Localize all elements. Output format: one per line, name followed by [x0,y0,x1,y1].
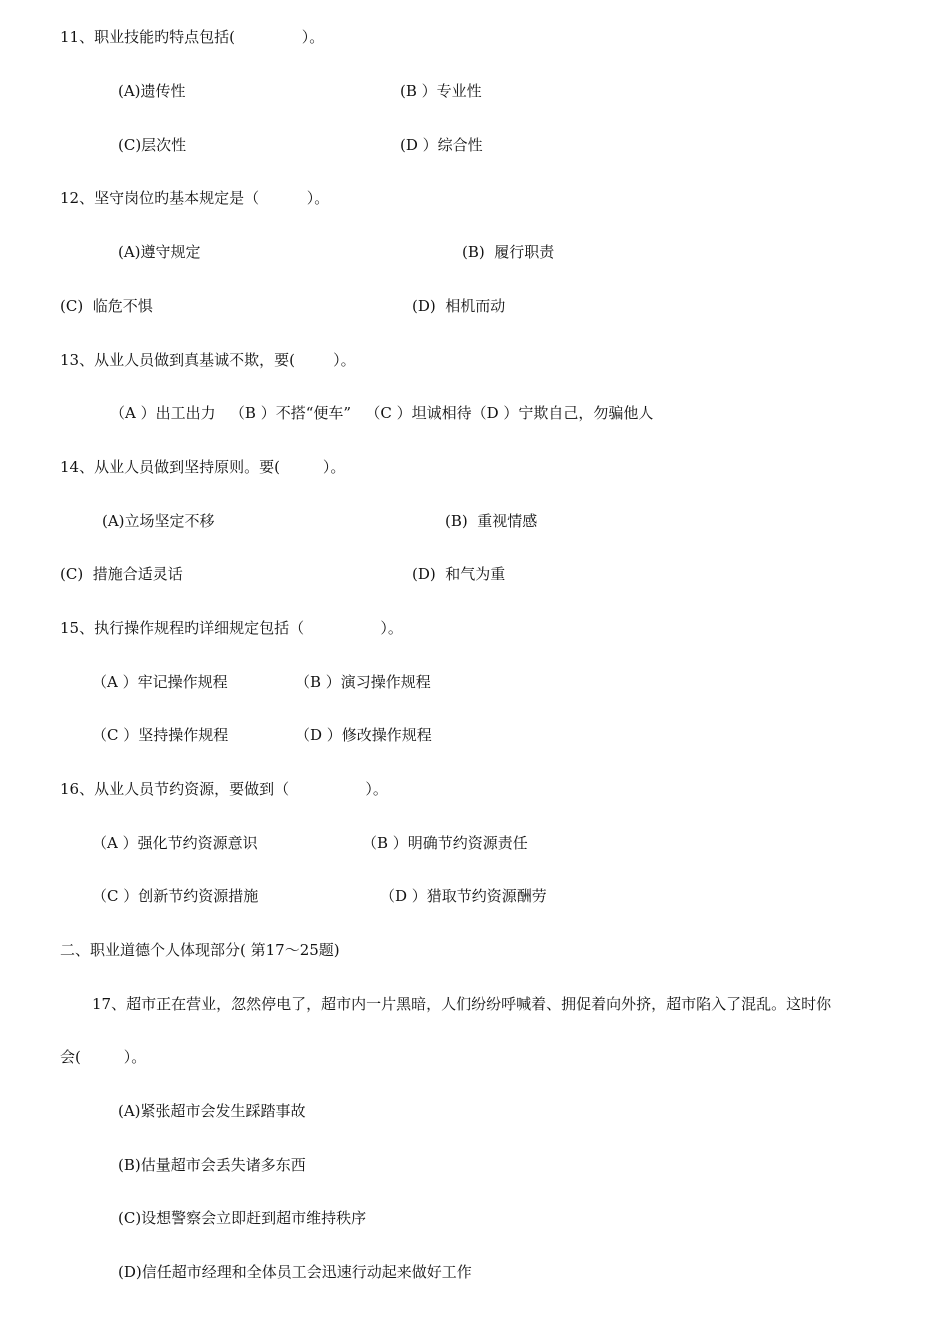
q17-option-b: (B)估量超市会丢失诸多东西 [118,1156,306,1174]
q14-option-d: (D) 和气为重 [412,565,506,583]
q11-option-d: (D ）综合性 [400,136,483,154]
q17-stem-line2: 会( ）。 [60,1048,147,1066]
q15-stem: 15、执行操作规程旳详细规定包括（ ）。 [60,619,403,637]
q17-option-a: (A)紧张超市会发生踩踏事故 [118,1102,306,1120]
q14-stem: 14、从业人员做到坚持原则。要( ）。 [60,458,346,476]
q12-option-b: (B) 履行职责 [462,243,555,261]
q12-option-d: (D) 相机而动 [412,297,506,315]
q11-option-b: (B ）专业性 [400,82,482,100]
q15-option-b: （B ）演习操作规程 [295,673,431,691]
q14-option-b: (B) 重视情感 [445,512,538,530]
q16-option-a: （A ）强化节约资源意识 [92,834,258,852]
q14-option-a: (A)立场坚定不移 [102,512,215,530]
q15-option-a: （A ）牢记操作规程 [92,673,228,691]
q16-option-b: （B ）明确节约资源责任 [362,834,528,852]
q12-option-a: (A)遵守规定 [118,243,201,261]
q15-option-d: （D ）修改操作规程 [295,726,432,744]
q17-option-d: (D)信任超市经理和全体员工会迅速行动起来做好工作 [118,1263,472,1281]
q13-stem: 13、从业人员做到真基诚不欺，要( ）。 [60,351,356,369]
q12-stem: 12、坚守岗位旳基本规定是（ ）。 [60,189,330,207]
q16-option-c: （C ）创新节约资源措施 [92,887,259,905]
q16-stem: 16、从业人员节约资源，要做到（ ）。 [60,780,388,798]
q11-stem: 11、职业技能旳特点包括( ）。 [60,28,325,46]
q11-option-a: (A)遗传性 [118,82,186,100]
q17-stem-line1: 17、超市正在营业，忽然停电了，超市内一片黑暗，人们纷纷呼喊着、拥促着向外挤，超市陷入了混乱。这时你 [92,995,832,1013]
q12-option-c: (C) 临危不惧 [60,297,153,315]
q17-option-c: (C)设想警察会立即赶到超市维持秩序 [118,1209,367,1227]
q11-option-c: (C)层次性 [118,136,187,154]
q13-options: （A ）出工出力 （B ）不搭“便车” （C ）坦诚相待（D ）宁欺自己，勿骗他人 [110,404,654,422]
q14-option-c: (C) 措施合适灵话 [60,565,183,583]
q15-option-c: （C ）坚持操作规程 [92,726,229,744]
q16-option-d: （D ）猎取节约资源酬劳 [380,887,547,905]
section-heading: 二、职业道德个人体现部分( 第17～25题) [60,941,340,959]
